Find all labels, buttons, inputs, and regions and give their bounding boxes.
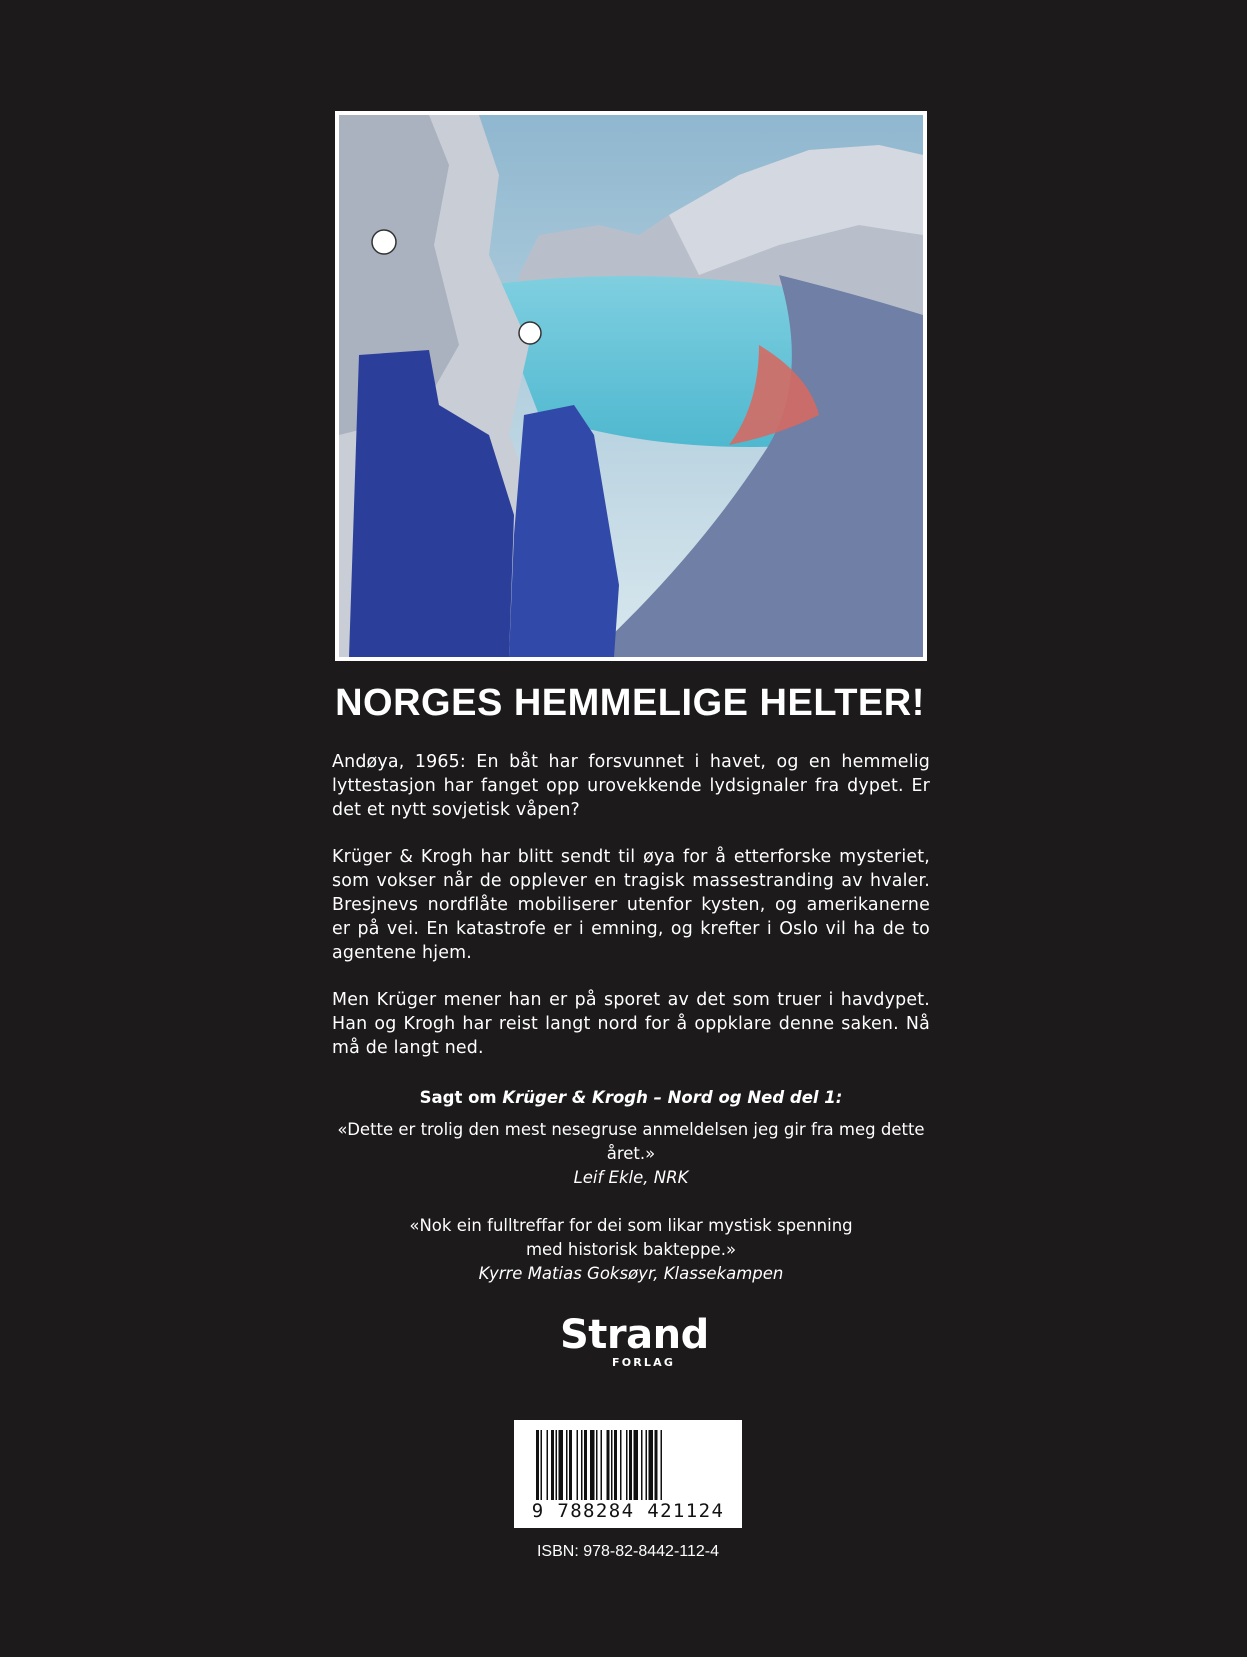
barcode-bar	[556, 1430, 558, 1500]
barcode-bar	[577, 1430, 579, 1500]
publisher-name: Strand	[560, 1312, 709, 1358]
barcode-bar	[614, 1430, 617, 1500]
quote-1-text: «Dette er trolig den mest nesegruse anmeldelsen jeg gir fra meg dette året.»	[337, 1120, 925, 1163]
barcode-bar	[536, 1430, 539, 1500]
blurb-text	[332, 750, 930, 1083]
barcode-bar	[584, 1430, 587, 1500]
barcode-bar	[629, 1430, 632, 1500]
quote-2-source: Kyrre Matias Goksøyr, Klassekampen	[478, 1264, 784, 1283]
barcode-bar	[607, 1430, 610, 1500]
barcode-bar	[634, 1430, 639, 1500]
blurb-paragraph-1: Andøya, 1965: En båt har forsvunnet i havet, og en hemmelig lyttestasjon har fanget opp urovekkende lydsignaler fra dypet. Er det et nytt sovjetisk våpen?	[332, 752, 930, 820]
barcode	[514, 1420, 742, 1528]
barcode-bar	[596, 1430, 598, 1500]
quotes-heading-prefix: Sagt om	[419, 1088, 503, 1107]
barcode-bar	[626, 1430, 628, 1500]
barcode-bar	[551, 1430, 554, 1500]
barcode-bar	[581, 1430, 583, 1500]
quotes-heading	[320, 1086, 942, 1110]
barcode-bar	[601, 1430, 603, 1500]
barcode-bar	[646, 1430, 648, 1500]
cover-illustration	[335, 111, 927, 661]
barcode-bar	[661, 1430, 663, 1500]
isbn-text: ISBN: 978-82-8442-112-4	[536, 1543, 720, 1560]
barcode-bar	[655, 1430, 658, 1500]
barcode-bar	[641, 1430, 643, 1500]
barcode-bar	[569, 1430, 572, 1500]
quote-2	[320, 1214, 942, 1286]
barcode-bar	[649, 1430, 654, 1500]
barcode-bar	[541, 1430, 543, 1500]
quote-1-source: Leif Ekle, NRK	[573, 1168, 689, 1187]
quotes-heading-title: Krüger & Krogh – Nord og Ned del 1:	[502, 1088, 843, 1107]
barcode-bar	[547, 1430, 549, 1500]
comic-panel-illustration	[339, 115, 923, 657]
barcode-bar	[620, 1430, 622, 1500]
quote-2-line-1: «Nok ein fulltreffar for dei som likar mystisk spenning	[409, 1216, 853, 1235]
review-quotes	[320, 1086, 942, 1310]
publisher-sub: FORLAG	[612, 1356, 676, 1369]
headline: NORGES HEMMELIGE HELTER!	[335, 682, 925, 724]
barcode-digits: 9 788284 421124	[531, 1500, 725, 1522]
blurb-paragraph-3: Men Krüger mener han er på sporet av det som truer i havdypet. Han og Krogh har reist langt nord for å oppklare denne saken. Nå må de langt ned.	[332, 990, 930, 1058]
barcode-bar	[611, 1430, 613, 1500]
blurb-paragraph-2: Krüger & Krogh har blitt sendt til øya for å etterforske mysteriet, som vokser når de opplever en tragisk massestranding av hvaler. Bresjnevs nordflåte mobiliserer utenfor kysten, og amerikanerne er på vei. En katastrofe er i emning, og krefter i Oslo vil ha de to agentene hjem.	[332, 847, 930, 963]
barcode-bar	[559, 1430, 564, 1500]
barcode-bar	[590, 1430, 595, 1500]
quote-2-line-2: med historisk bakteppe.»	[525, 1240, 737, 1259]
barcode-bar	[566, 1430, 568, 1500]
quote-1	[320, 1118, 942, 1190]
publisher-logo	[560, 1312, 709, 1369]
